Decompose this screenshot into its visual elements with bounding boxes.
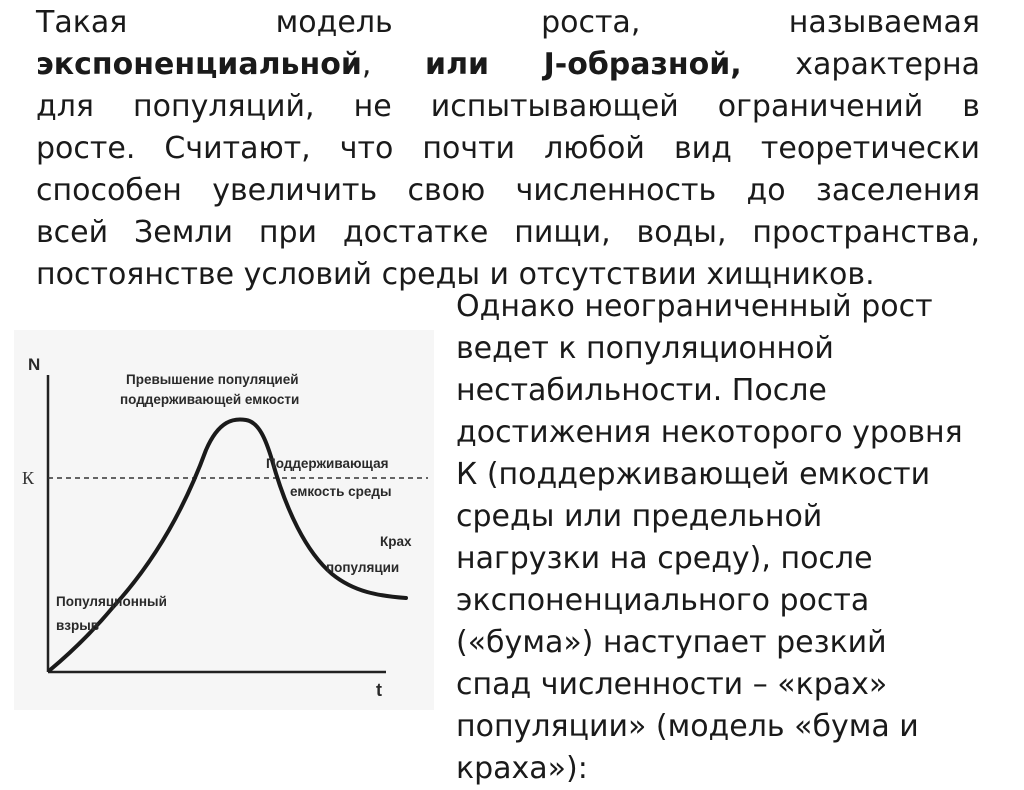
k-label: К	[22, 468, 35, 488]
right-paragraph-line-11: популяции» (модель «бума и	[456, 709, 919, 744]
boom-label-line-1: Популяционный	[56, 594, 167, 609]
right-paragraph-line-1: Однако неограниченный рост	[456, 289, 933, 324]
text-word: Такая	[36, 5, 128, 40]
right-paragraph-line-12: краха»):	[456, 751, 588, 786]
top-paragraph-line-2	[36, 44, 980, 86]
overshoot-label-line-1: Превышение популяцией	[126, 372, 299, 387]
right-paragraph-line-7: нагрузки на среду), после	[456, 541, 873, 576]
boom-crash-graph	[14, 330, 434, 710]
top-paragraph-line-3: для популяций, не испытывающей ограничений в	[36, 89, 980, 124]
text-word: характерна	[795, 47, 980, 82]
crash-label-line-2: популяции	[326, 560, 400, 575]
top-paragraph	[36, 2, 980, 296]
y-axis-label: N	[28, 355, 41, 374]
top-paragraph-line-7: постоянстве условий среды и отсутствии хищников.	[36, 257, 875, 292]
top-paragraph-line-5: способен увеличить свою численность до заселения	[36, 173, 980, 208]
x-axis-label: t	[376, 680, 382, 700]
right-paragraph-line-5: К (поддерживающей емкости	[456, 457, 931, 492]
right-paragraph-line-8: экспоненциального роста	[456, 583, 870, 618]
top-paragraph-line-1	[36, 2, 980, 44]
text-word: роста,	[541, 5, 641, 40]
text-comma: ,	[361, 47, 372, 82]
right-paragraph-line-6: среды или предельной	[456, 499, 823, 534]
right-paragraph-line-10: спад численности – «крах»	[456, 667, 888, 702]
right-paragraph-line-4: достижения некоторого уровня	[456, 415, 963, 450]
right-paragraph-line-2: ведет к популяционной	[456, 331, 834, 366]
text-word: модель	[275, 5, 393, 40]
boom-label-line-2: взрыв	[56, 618, 100, 633]
text-word: называемая	[788, 5, 980, 40]
capacity-label-line-2: емкость среды	[290, 484, 392, 499]
top-paragraph-line-6: всей Земли при достатке пищи, воды, пространства,	[36, 215, 980, 250]
term-j-shaped: или J-образной,	[425, 47, 742, 82]
top-paragraph-line-4: росте. Считают, что почти любой вид теоретически	[36, 131, 980, 166]
overshoot-label-line-2: поддерживающей емкости	[120, 392, 300, 407]
boom-crash-figure	[14, 330, 434, 710]
capacity-label-line-1: Поддерживающая	[266, 456, 389, 471]
right-paragraph-line-3: нестабильности. После	[456, 373, 827, 408]
right-paragraph-line-9: («бума») наступает резкий	[456, 625, 887, 660]
crash-label-line-1: Крах	[380, 534, 412, 549]
term-exponential: экспоненциальной	[36, 47, 362, 82]
right-paragraph	[456, 286, 1024, 790]
